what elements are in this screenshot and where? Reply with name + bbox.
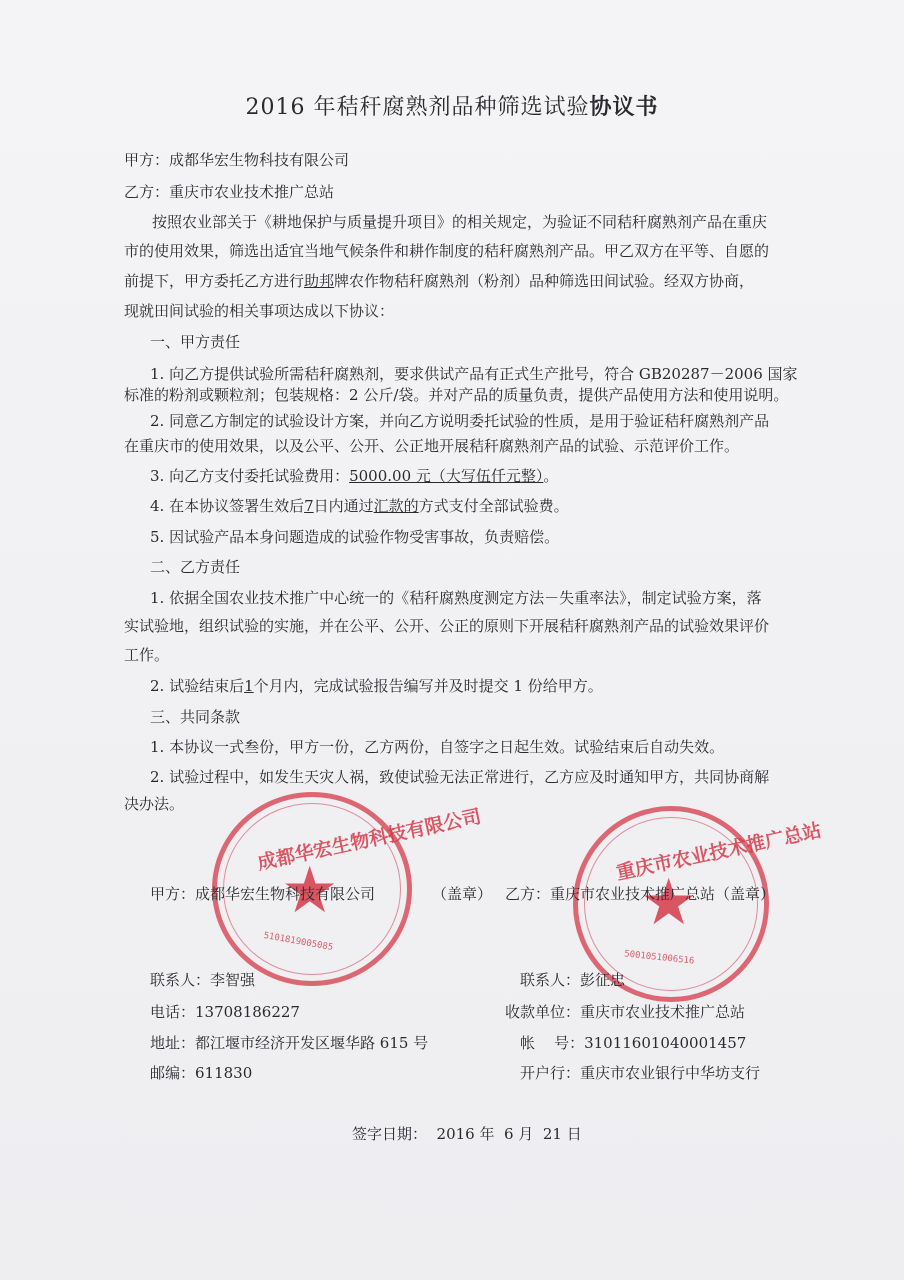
sec3-clause-2a: 2. 试验过程中，如发生天灾人祸，致使试验无法正常进行，乙方应及时通知甲方，共同协商解 [150, 768, 770, 786]
title-bold-text: 协议书 [589, 94, 659, 120]
contact-b-person: 联系人：彭征忠 [520, 971, 626, 989]
sec2-clause-2: 2. 试验结束后1个月内，完成试验报告编写并及时提交 1 份给甲方。 [150, 677, 603, 695]
signature-party-a: 甲方：成都华宏生物科技有限公司 [150, 885, 376, 903]
party-a-line: 甲方：成都华宏生物科技有限公司 [124, 151, 350, 169]
contact-a-zip: 邮编：611830 [150, 1064, 253, 1082]
contact-b-bank: 开户行：重庆市农业银行中华坊支行 [520, 1064, 761, 1082]
sec2-clause-1b: 实试验地，组织试验的实施，并在公平、公开、公正的原则下开展秸秆腐熟剂产品的试验效果评价 [124, 617, 770, 635]
contact-a-person: 联系人：李智强 [150, 971, 256, 989]
signature-party-b: 乙方：重庆市农业技术推广总站（盖章） [505, 885, 776, 903]
payment-method: 汇款的 [373, 497, 419, 515]
intro-line-2: 市的使用效果，筛选出适宜当地气候条件和耕作制度的秸秆腐熟剂产品。甲乙双方在平等、自愿的 [124, 242, 770, 260]
section-1-heading: 一、甲方责任 [150, 333, 241, 351]
sec1-clause-5: 5. 因试验产品本身问题造成的试验作物受害事故，负责赔偿。 [150, 528, 560, 546]
title-text: 2016 年秸秆腐熟剂品种筛选试验 [245, 95, 590, 120]
document-title [0, 90, 904, 121]
sec1-clause-4: 4. 在本协议签署生效后7日内通过汇款的方式支付全部试验费。 [150, 497, 569, 515]
sec1-clause-1b: 标准的粉剂或颗粒剂；包装规格：2 公斤/袋。并对产品的质量负责，提供产品使用方法和使用说明。 [124, 386, 789, 404]
months-value: 1 [244, 677, 254, 695]
section-3-heading: 三、共同条款 [150, 708, 241, 726]
contact-b-account: 帐 号：31011601040001457 [520, 1034, 747, 1052]
sec2-clause-1c: 工作。 [124, 646, 170, 664]
intro-line-3: 前提下，甲方委托乙方进行助邦牌农作物秸秆腐熟剂（粉剂）品种筛选田间试验。经双方协商， [124, 272, 755, 290]
days-value: 7 [304, 497, 314, 515]
section-2-heading: 二、乙方责任 [150, 558, 241, 576]
party-a-seal-text: 成都华宏生物科技有限公司 [255, 805, 484, 875]
party-a-seal-number: 5101819005085 [262, 930, 334, 954]
brand-name: 助邦 [304, 272, 335, 290]
seal-label-a: （盖章） [432, 885, 493, 903]
contact-a-phone: 电话：13708186227 [150, 1003, 300, 1021]
sec2-clause-1a: 1. 依据全国农业技术推广中心统一的《秸秆腐熟度测定方法－失重率法》，制定试验方案，落 [150, 589, 762, 607]
contact-a-address: 地址：都江堰市经济开发区堰华路 615 号 [150, 1034, 429, 1052]
contact-b-payee: 收款单位：重庆市农业技术推广总站 [505, 1003, 746, 1021]
sec1-clause-2a: 2. 同意乙方制定的试验设计方案，并向乙方说明委托试验的性质，是用于验证秸秆腐熟剂产品 [150, 412, 770, 430]
star-icon: ★ [281, 854, 339, 928]
sec3-clause-1: 1. 本协议一式叁份，甲方一份，乙方两份，自签字之日起生效。试验结束后自动失效。 [150, 738, 725, 756]
sec1-clause-2b: 在重庆市的使用效果，以及公平、公开、公正地开展秸秆腐熟剂产品的试验、示范评价工作。 [124, 437, 740, 455]
fee-amount: 5000.00 元（大写伍仟元整） [349, 467, 544, 485]
party-b-seal-text: 重庆市农业技术推广总站 [614, 819, 824, 885]
star-icon: ★ [640, 866, 698, 940]
party-b-line: 乙方：重庆市农业技术推广总站 [124, 183, 335, 201]
sec1-clause-1a: 1. 向乙方提供试验所需秸秆腐熟剂，要求供试产品有正式生产批号，符合 GB20287－2006 国家 [150, 365, 798, 383]
sec1-clause-3: 3. 向乙方支付委托试验费用：5000.00 元（大写伍仟元整）。 [150, 467, 559, 485]
intro-line-1: 按照农业部关于《耕地保护与质量提升项目》的相关规定，为验证不同秸秆腐熟剂产品在重庆 [152, 213, 768, 231]
intro-line-4: 现就田间试验的相关事项达成以下协议： [124, 302, 395, 320]
signing-date: 签字日期： 2016 年 6 月 21 日 [352, 1125, 582, 1143]
party-b-seal-number: 5001051006516 [623, 949, 695, 967]
sec3-clause-2b: 决办法。 [124, 795, 185, 813]
